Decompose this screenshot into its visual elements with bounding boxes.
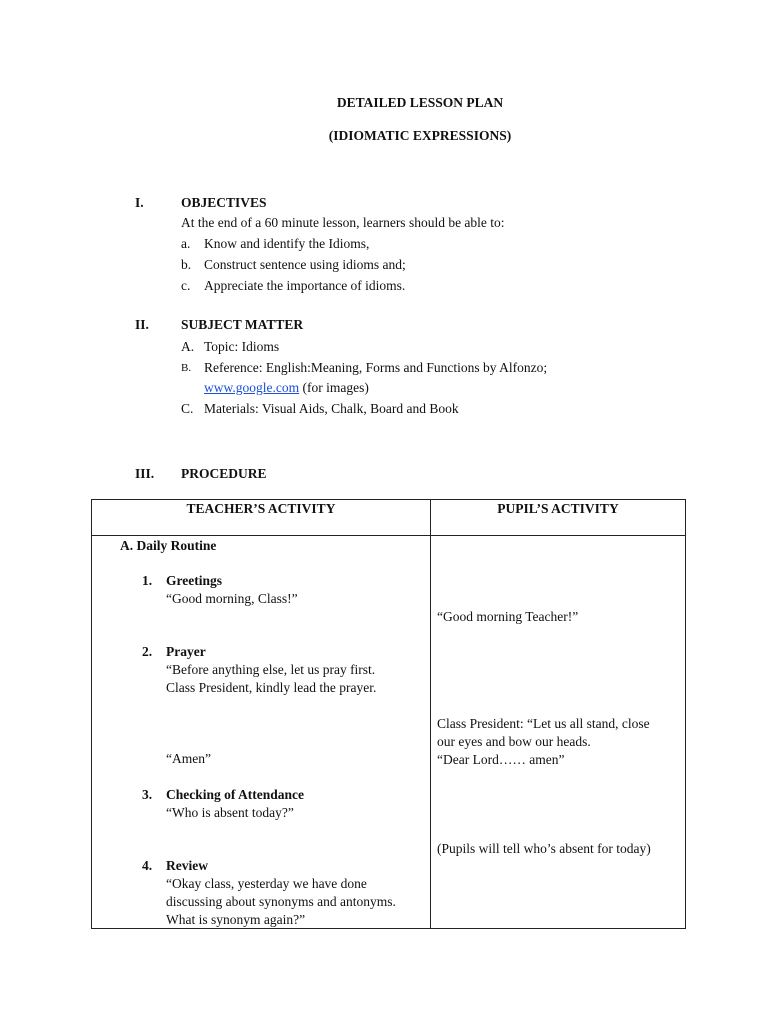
teacher-prayer-line: “Before anything else, let us pray first. (166, 662, 376, 677)
pupil-prayer-line: “Dear Lord…… amen” (437, 752, 565, 767)
document-subtitle: (IDIOMATIC EXPRESSIONS) (328, 128, 512, 143)
subject-marker: B. (181, 362, 192, 374)
teacher-review-line: What is synonym again?” (166, 912, 306, 927)
subject-marker: A. (181, 339, 195, 354)
subject-item-materials: Materials: Visual Aids, Chalk, Board and Book (204, 401, 459, 416)
teacher-amen: “Amen” (166, 751, 211, 766)
teacher-review-line: “Okay class, yesterday we have done (166, 876, 367, 891)
objective-marker: c. (181, 278, 191, 293)
section-numeral-objectives: I. (135, 195, 144, 210)
objective-item: Appreciate the importance of idioms. (204, 278, 406, 293)
reference-line-2 (204, 380, 369, 396)
teacher-review-line: discussing about synonyms and antonyms. (166, 894, 396, 909)
step-title-prayer: Prayer (166, 644, 206, 659)
document-title: DETAILED LESSON PLAN (336, 95, 504, 110)
procedure-table (91, 499, 686, 929)
section-heading-objectives: OBJECTIVES (181, 195, 267, 210)
step-number: 1. (142, 573, 153, 588)
pupil-prayer-line: Class President: “Let us all stand, close (437, 716, 650, 731)
header-cell (431, 500, 686, 536)
step-number: 2. (142, 644, 153, 659)
objective-marker: a. (181, 236, 191, 251)
teacher-activity-header: TEACHER’S ACTIVITY (186, 501, 336, 516)
teacher-attendance: “Who is absent today?” (166, 805, 294, 820)
routine-heading: A. Daily Routine (120, 538, 217, 553)
section-numeral-subject-matter: II. (135, 317, 149, 332)
pupil-prayer-line: our eyes and bow our heads. (437, 734, 591, 749)
objective-item: Construct sentence using idioms and; (204, 257, 406, 272)
objective-marker: b. (181, 257, 192, 272)
google-link[interactable]: www.google.com (204, 380, 300, 395)
step-title-review: Review (166, 858, 208, 873)
objectives-intro: At the end of a 60 minute lesson, learners should be able to: (181, 215, 505, 230)
table-row (92, 536, 686, 929)
section-heading-procedure: PROCEDURE (181, 466, 267, 481)
table-header-row (92, 500, 686, 536)
subject-item-reference: Reference: English:Meaning, Forms and Functions by Alfonzo; (204, 360, 548, 375)
pupil-attendance: (Pupils will tell who’s absent for today) (437, 841, 651, 856)
subject-item-topic: Topic: Idioms (204, 339, 280, 354)
step-number: 3. (142, 787, 153, 802)
pupil-activity-header: PUPIL’S ACTIVITY (497, 501, 619, 516)
teacher-greeting: “Good morning, Class!” (166, 591, 298, 606)
teacher-prayer-line: Class President, kindly lead the prayer. (166, 680, 377, 695)
section-numeral-procedure: III. (135, 466, 155, 481)
section-heading-subject-matter: SUBJECT MATTER (181, 317, 304, 332)
step-title-greetings: Greetings (166, 573, 222, 588)
step-number: 4. (142, 858, 153, 873)
pupil-greeting: “Good morning Teacher!” (437, 609, 579, 624)
pupil-cell (431, 536, 686, 929)
subject-marker: C. (181, 401, 194, 416)
objective-item: Know and identify the Idioms, (204, 236, 370, 251)
header-cell (92, 500, 431, 536)
reference-suffix: (for images) (302, 380, 369, 395)
teacher-cell (92, 536, 431, 929)
step-title-attendance: Checking of Attendance (166, 787, 304, 802)
